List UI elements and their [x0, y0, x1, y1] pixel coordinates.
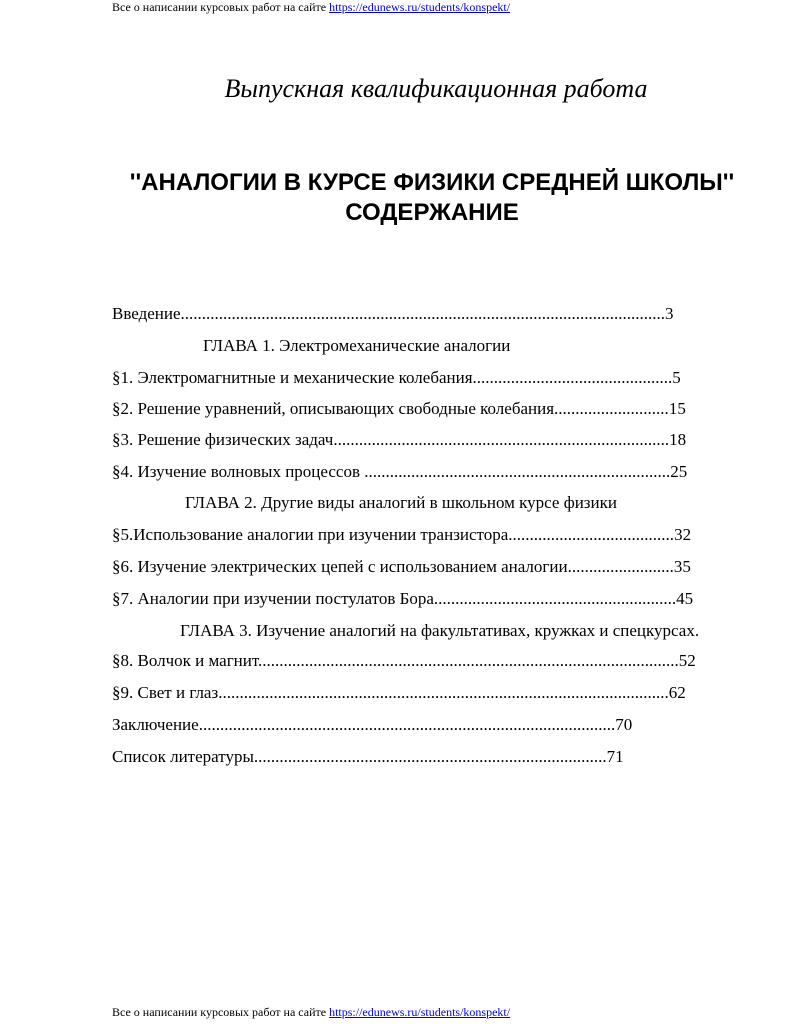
toc-item-s4: §4. Изучение волновых процессов ........................................................................25: [112, 462, 688, 481]
page-number: 71: [606, 747, 624, 766]
page-number: 18: [669, 430, 687, 449]
toc-chapter-2: ГЛАВА 2. Другие виды аналогий в школьном курсе физики: [185, 493, 617, 512]
page-number: 45: [676, 589, 694, 608]
footer-banner: [112, 1005, 510, 1019]
page-number: 25: [670, 462, 688, 481]
toc-item-intro: Введение..................................................................................................................3: [112, 304, 674, 323]
page-number: 62: [668, 683, 686, 702]
page-number: 52: [678, 651, 696, 670]
page-number: 5: [672, 368, 681, 387]
page-number: 3: [665, 304, 674, 323]
toc-item-s3: §3. Решение физических задач...............................................................................18: [112, 430, 687, 449]
toc-chapter-3: ГЛАВА 3. Изучение аналогий на факультативах, кружках и спецкурсах.: [180, 621, 700, 640]
document-subtitle: Выпускная квалификационная работа: [224, 74, 648, 103]
contents-heading: СОДЕРЖАНИЕ: [345, 199, 519, 226]
page-number: 32: [674, 525, 692, 544]
page-number: 35: [673, 557, 691, 576]
page-number: 15: [668, 399, 686, 418]
banner-text: Все о написании курсовых работ на сайте: [112, 1005, 330, 1019]
banner-link[interactable]: https://edunews.ru/students/konspekt/: [329, 1005, 511, 1019]
page-number: 70: [615, 715, 633, 734]
toc-item-s6: §6. Изучение электрических цепей с использованием аналогии.........................35: [112, 557, 691, 576]
banner-link[interactable]: https://edunews.ru/students/konspekt/: [329, 0, 511, 14]
toc-item-s1: §1. Электромагнитные и механические колебания...............................................5: [112, 368, 681, 387]
toc-item-s2: §2. Решение уравнений, описывающих свободные колебания...........................15: [112, 399, 686, 418]
toc-item-s9: §9. Свет и глаз..........................................................................................................62: [112, 683, 686, 702]
banner-text: Все о написании курсовых работ на сайте: [112, 0, 330, 14]
toc-item-references: Список литературы...................................................................................71: [112, 747, 624, 766]
toc-item-conclusion: Заключение..................................................................................................70: [112, 715, 633, 734]
toc-item-s5: §5.Использование аналогии при изучении транзистора.......................................32: [112, 525, 692, 544]
toc-item-s7: §7. Аналогии при изучении постулатов Бора.........................................................45: [112, 589, 694, 608]
toc-item-s8: §8. Волчок и магнит...................................................................................................52: [112, 651, 696, 670]
toc-chapter-1: ГЛАВА 1. Электромеханические аналогии: [203, 336, 511, 355]
title-line-1: ''АНАЛОГИИ В КУРСЕ ФИЗИКИ СРЕДНЕЙ ШКОЛЫ'': [129, 169, 735, 196]
